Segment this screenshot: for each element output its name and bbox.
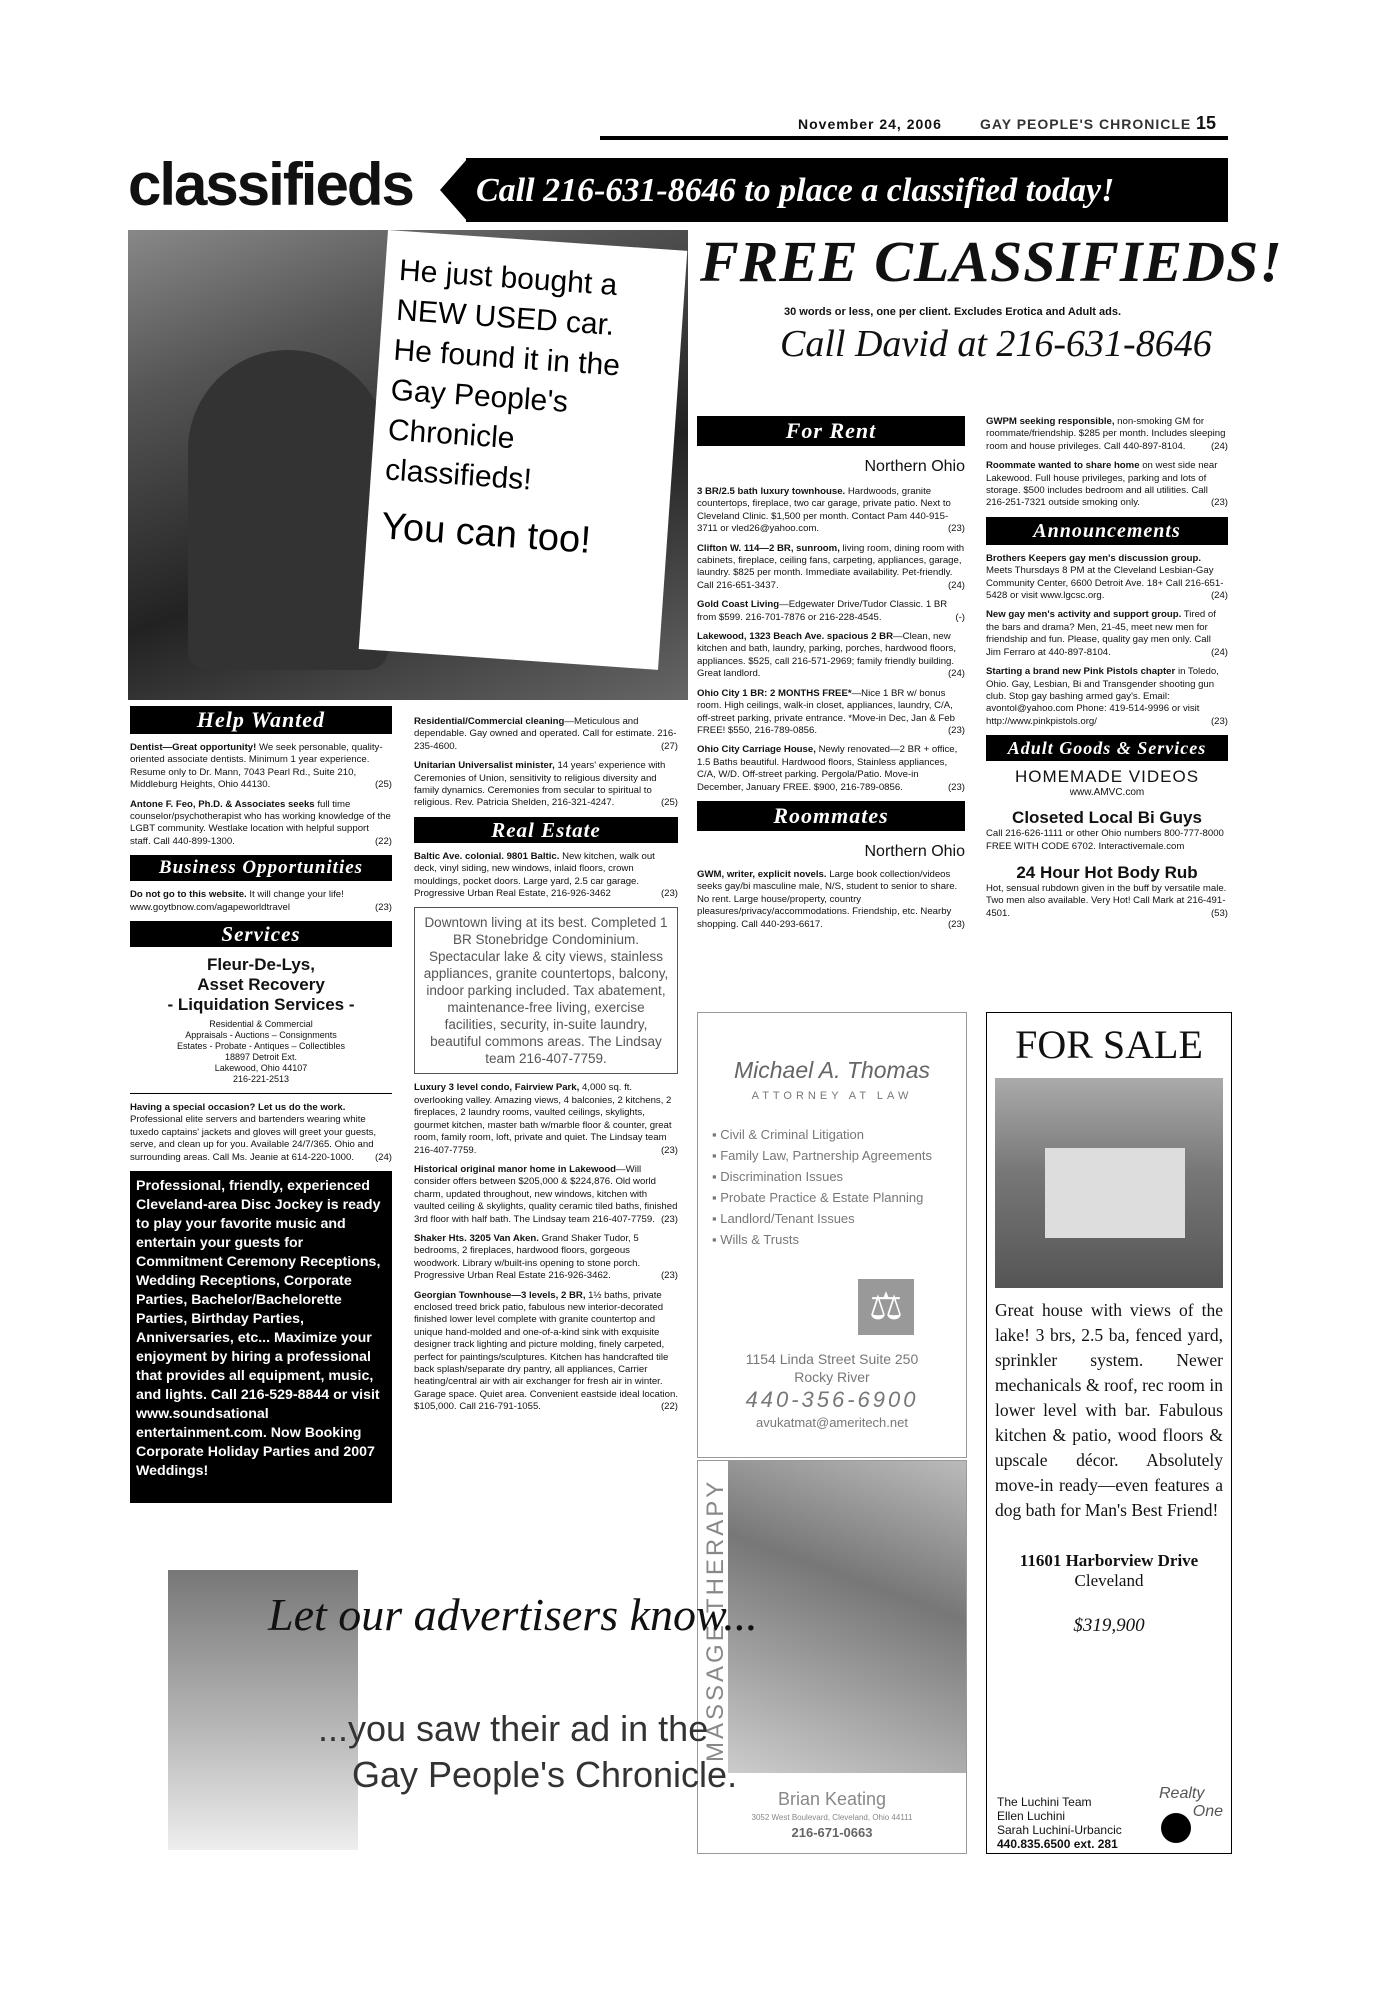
fleur-detail: 18897 Detroit Ext.	[224, 1052, 298, 1063]
team-line: Sarah Luchini-Urbancic	[997, 1823, 1122, 1837]
advertisers-line1: ...you saw their ad in the	[318, 1708, 709, 1749]
attorney-title: ATTORNEY AT LAW	[751, 1090, 913, 1102]
classified-ad: GWPM seeking responsible, non-smoking GM for roommate/friendship. $285 per month. Includes sleeping room and house privileges. Call 440-897-8104. (24)	[986, 416, 1228, 452]
region-label: Northern Ohio	[864, 842, 965, 860]
section-title: classifieds	[128, 151, 413, 218]
massage-vertical-title: MASSAGE THERAPY	[702, 1478, 729, 1762]
classified-ad: Do not go to this website. It will change your life! www.goytbnow.com/agapeworldtravel (23)	[130, 889, 392, 913]
realty-one-logo: Realty One	[1159, 1785, 1227, 1849]
section-heading-announcements: Announcements	[986, 517, 1228, 545]
service-item: ▪ Probate Practice & Estate Planning	[712, 1190, 924, 1205]
for-sale-price: $319,900	[1073, 1615, 1145, 1636]
rub-title: 24 Hour Hot Body Rub	[1016, 862, 1198, 882]
classified-ad: Georgian Townhouse—3 levels, 2 BR, 1½ baths, private enclosed treed brick patio, fabulous new interior-decorated finished lower level complete with granite countertop and unique hand-molded and one-of-a-kind sink with exquisite designer track lighting and picture molding, finely carpeted, perfect for paintings/sculptures. Kitchen has handcrafted tile back splash/separate dry pantry, all appliances, Carrier heating/central air with air exchanger for fresh air in winter. Garage space. Quiet area. Convenient eastside ideal location. $105,000. Call 216-791-1055. (22)	[414, 1289, 678, 1413]
service-item: ▪ Landlord/Tenant Issues	[712, 1211, 855, 1226]
closeted-body: Call 216-626-1111 or other Ohio numbers 800-777-8000 FREE WITH CODE 6702. Interactivemale.com	[986, 828, 1224, 852]
classified-ad: Ohio City Carriage House, Newly renovated—2 BR + office, 1.5 Baths beautiful. Hardwood floors, Stainless appliances, C/A, W/D. Off-street parking. Pergola/Patio. Move-in December, January FREE. $900, 216-789-0856. (23)	[697, 744, 965, 793]
classified-ad: Roommate wanted to share home on west side near Lakewood. Full house privileges, parking and lots of storage. $500 includes bedroom and all utilities. Call 216-251-7321 outside smoking only. (23)	[986, 460, 1228, 509]
classified-ad: Luxury 3 level condo, Fairview Park, 4,000 sq. ft. overlooking valley. Amazing views, 4 balconies, 2 kitchens, 2 fireplaces, 2 laundry rooms, vaulted ceilings, skylights, gourmet kitchen, master bath w/marble floor & counter, great room, family room, loft, private and quiet. The Lindsay team 216-407-7759. (23)	[414, 1082, 678, 1156]
fleur-detail: 216-221-2513	[232, 1074, 290, 1085]
attorney-name: Michael A. Thomas	[734, 1057, 930, 1083]
column-one	[130, 706, 392, 1503]
classified-ad: Starting a brand new Pink Pistols chapter in Toledo, Ohio. Gay, Lesbian, Bi and Transgender shooting gun club. Stop gay bashing armed gay's. Email: avontol@yahoo.com Phone: 419-514-9996 or visit http://www.pinkpistols.org/ (23)	[986, 666, 1228, 727]
classified-ad: Gold Coast Living—Edgewater Drive/Tudor Classic. 1 BR from $599. 216-701-7876 or 216-228-4545. (-)	[697, 599, 965, 623]
region-label: Northern Ohio	[864, 458, 965, 475]
page-header	[600, 112, 1225, 136]
attorney-address2: Rocky River	[794, 1369, 870, 1385]
classified-ad: New gay men's activity and support group. Tired of the bars and drama? Men, 21-45, meet new men for friendship and fun. Please, quality gay men only. Call Jim Ferraro at 440-897-8104. (24)	[986, 609, 1228, 658]
videos-url: www.AMVC.com	[1069, 787, 1145, 799]
classified-ad: Lakewood, 1323 Beach Ave. spacious 2 BR—Clean, new kitchen and bath, laundry, parking, porches, hardwood floors, appliances. $525, call 216-571-2969; family friendly building. Great landlord. (24)	[697, 631, 965, 680]
attorney-services	[712, 1124, 966, 1250]
banner-text: Call 216-631-8646 to place a classified today!	[476, 172, 1115, 209]
attorney-address1: 1154 Linda Street Suite 250	[745, 1351, 919, 1367]
sign-card	[359, 230, 688, 670]
ad-list-for-rent	[697, 486, 965, 794]
sign-line: He just bought a	[398, 253, 619, 303]
header-rule	[600, 136, 1228, 140]
section-heading-services: Services	[130, 921, 392, 947]
classified-ad: GWM, writer, explicit novels. Large book collection/videos seeks gay/bi masculine male, N/S, student to senior to share. No rent. Large house/property, country pleasures/privacy/accommodations. Friendship, etc. Nearby shopping. Call 440-293-6617. (23)	[697, 868, 965, 930]
service-item: ▪ Discrimination Issues	[712, 1169, 844, 1184]
section-heading-business: Business Opportunities	[130, 855, 392, 881]
sign-line: He found it in the	[392, 333, 622, 383]
fleur-detail: Residential & Commercial	[209, 1019, 313, 1030]
for-sale-ad	[986, 1012, 1232, 1854]
house-photo	[995, 1078, 1223, 1288]
massage-name: Brian Keating	[777, 1789, 887, 1809]
fleur-name: Fleur-De-Lys,	[206, 955, 315, 975]
sign-line: Gay People's	[389, 373, 570, 419]
massage-phone: 216-671-0663	[791, 1825, 873, 1840]
classified-ad: Residential/Commercial cleaning—Meticulous and dependable. Gay owned and operated. Call for estimate. 216-235-4600. (27)	[414, 716, 678, 752]
classified-ad: Brothers Keepers gay men's discussion group. Meets Thursdays 8 PM at the Cleveland Lesbian-Gay Community Center, 6600 Detroit Ave. 18+ Call 216-651-5428 or visit www.lgcsc.org. (24)	[986, 552, 1228, 602]
classified-ad: Historical original manor home in Lakewood—Will consider offers between $205,000 & $224,876. Old world charm, updated throughout, new windows, kitchen with vaulted ceiling & skylights, quality ceramic tiled baths, finished 3rd floor with half bath. The Lindsay team 216-407-7759. (23)	[414, 1163, 678, 1225]
massage-photo	[728, 1461, 966, 1773]
header-page: 15	[1196, 113, 1217, 133]
attorney-ad	[697, 1012, 967, 1458]
banner-arrow	[440, 158, 468, 222]
rub-ad: Hot, sensual rubdown given in the buff by versatile male. Two men also available. Very Hot! Call Mark at 216-491-4501. (53)	[986, 882, 1228, 919]
fleur-line3: - Liquidation Services -	[167, 995, 355, 1015]
advertisers-script: Let our advertisers know...	[268, 1589, 758, 1640]
sign-line: classifieds!	[384, 453, 533, 497]
classified-ad: Shaker Hts. 3205 Van Aken. Grand Shaker Tudor, 5 bedrooms, 2 fireplaces, hardwood floors, gorgeous woodwork. Library w/built-ins opening to stone porch. Progressive Urban Real Estate 216-926-3462. (23)	[414, 1232, 678, 1282]
classified-ad: Clifton W. 114—2 BR, sunroom, living room, dining room with cabinets, fireplace, ceiling fans, carpeting, appliances, garage, laundry. $825 per month. Immediate availability. Pet-friendly. Call 216-651-3437. (24)	[697, 542, 965, 591]
free-classifieds-title: FREE CLASSIFIEDS!	[700, 229, 1283, 294]
section-heading-real-estate: Real Estate	[414, 817, 678, 843]
sign-line: You can too!	[379, 505, 593, 562]
videos-title: HOMEMADE VIDEOS	[1014, 767, 1200, 787]
classified-ad: Having a special occasion? Let us do the work. Professional elite servers and bartenders wearing white tuxedo captains' jackets and gloves will greet your guests, serve, and clean up for you. Available 24/7/365. Ohio and surrounding areas. Call Ms. Jeanie at 614-220-1000. (24)	[130, 1102, 392, 1163]
header-paper: GAY PEOPLE'S CHRONICLE	[980, 116, 1192, 132]
dj-ad: Professional, friendly, experienced Cleveland-area Disc Jockey is ready to play your favorite music and entertain your guests for Commitment Ceremony Receptions, Wedding Receptions, Corporate Parties, Bachelor/Bachelorette Parties, Birthday Parties, Anniversaries, etc... Maximize your enjoyment by hiring a professional that provides all equipment, music, and lights. Call 216-529-8844 or visit www.soundsational entertainment.com. Now Booking Corporate Holiday Parties and 2007 Weddings!	[130, 1171, 392, 1503]
header-date: November 24, 2006	[798, 116, 942, 132]
service-item: ▪ Family Law, Partnership Agreements	[712, 1148, 932, 1163]
classified-ad: Baltic Ave. colonial. 9801 Baltic. New kitchen, walk out deck, vinyl siding, new windows, inlaid floors, crown mouldings, pocket doors. Large yard, 2.5 car garage. Progressive Urban Real Estate, 216-926-3462 (23)	[414, 850, 678, 900]
massage-address: 3052 West Boulevard, Cleveland, Ohio 44111	[751, 1813, 913, 1822]
for-sale-title: FOR SALE	[1015, 1022, 1203, 1067]
column-two	[414, 716, 678, 1421]
realtor-phone: 440.835.6500 ext. 281	[997, 1837, 1118, 1851]
for-sale-address: 11601 Harborview Drive	[1019, 1551, 1199, 1570]
fleur-detail: Lakewood, Ohio 44107	[214, 1063, 308, 1074]
fleur-de-lys-ad	[130, 955, 392, 1085]
free-classifieds-call: Call David at 216-631-8646	[780, 323, 1212, 365]
attorney-phone: 440-356-6900	[745, 1387, 919, 1412]
classified-ad: Unitarian Universalist minister, 14 years' experience with Ceremonies of Union, sensitivity to religious diversity and family dynamics. Ceremonies from secular to spiritual to religious. Rev. Patricia Shelden, 216-321-4247. (25)	[414, 760, 678, 809]
sign-line: NEW USED car.	[395, 293, 616, 342]
team-line: The Luchini Team	[997, 1795, 1092, 1809]
section-heading-adult: Adult Goods & Services	[986, 735, 1228, 761]
column-for-rent	[697, 416, 965, 938]
column-four	[986, 416, 1228, 920]
section-heading-help-wanted: Help Wanted	[130, 706, 392, 734]
fleur-line2: Asset Recovery	[197, 975, 325, 995]
advertisers-line2: Gay People's Chronicle.	[352, 1754, 738, 1795]
classified-ad: Antone F. Feo, Ph.D. & Associates seeks full time counselor/psychotherapist who has working knowledge of the LGBT community. Westlake location with helpful support staff. Call 440-899-1300. (22)	[130, 798, 392, 847]
for-sale-city: Cleveland	[1074, 1571, 1144, 1590]
classified-ad: Ohio City 1 BR: 2 MONTHS FREE*—Nice 1 BR w/ bonus room. High ceilings, walk-in closet, appliances, laundry, C/A, off-street parking, private entrance. *Move-in Dec, Jan & Feb FREE! $550, 216-789-0856. (23)	[697, 687, 965, 736]
promo-photo	[128, 230, 688, 700]
service-item: ▪ Civil & Criminal Litigation	[712, 1127, 865, 1142]
attorney-email: avukatmat@ameritech.net	[756, 1415, 908, 1430]
scales-icon: ⚖	[858, 1279, 914, 1335]
sign-line: Chronicle	[386, 413, 516, 456]
closeted-title: Closeted Local Bi Guys	[1012, 808, 1202, 828]
fleur-detail: Appraisals - Auctions – Consignments	[185, 1030, 337, 1041]
service-item: ▪ Wills & Trusts	[712, 1232, 799, 1247]
photo-person	[188, 350, 388, 670]
classified-ad: 3 BR/2.5 bath luxury townhouse. Hardwoods, granite countertops, fireplace, two car garage, private patio. Next to Cleveland Clinic. $1,500 per month. Contact Pam 440-915-3711 or vled26@yahoo.com. (23)	[697, 486, 965, 535]
massage-ad	[697, 1460, 967, 1854]
divider	[130, 1093, 392, 1094]
fleur-detail: Estates - Probate - Antiques – Collectibles	[176, 1041, 346, 1052]
realtor-team	[997, 1795, 1122, 1851]
free-classifieds-sub: 30 words or less, one per client. Excludes Erotica and Adult ads.	[784, 306, 1122, 318]
for-sale-body: Great house with views of the lake! 3 brs, 2.5 ba, fenced yard, sprinkler system. Newer mechanicals & roof, rec room in lower level with bar. Fabulous kitchen & patio, wood floors & upscale décor. Absolutely move-in ready—even features a dog bath for Man's Best Friend!	[995, 1300, 1223, 1520]
call-banner	[466, 158, 1228, 222]
team-line: Ellen Luchini	[997, 1809, 1066, 1823]
section-heading-roommates: Roommates	[697, 801, 965, 831]
classified-ad: Dentist—Great opportunity! We seek personable, quality-oriented associate dentists. Minimum 1 year experience. Resume only to Dr. Mann, 7043 Pearl Rd., Suite 210, Middleburg Heights, Ohio 44130. (25)	[130, 742, 392, 791]
stonebridge-ad: Downtown living at its best. Completed 1 BR Stonebridge Condominium. Spectacular lake & city views, stainless appliances, granite countertops, balcony, indoor parking included. Tax abatement, maintenance-free living, exercise facilities, security, in-suite laundry, beautiful commons areas. The Lindsay team 216-407-7759.	[414, 907, 678, 1074]
section-heading-for-rent: For Rent	[697, 416, 965, 446]
